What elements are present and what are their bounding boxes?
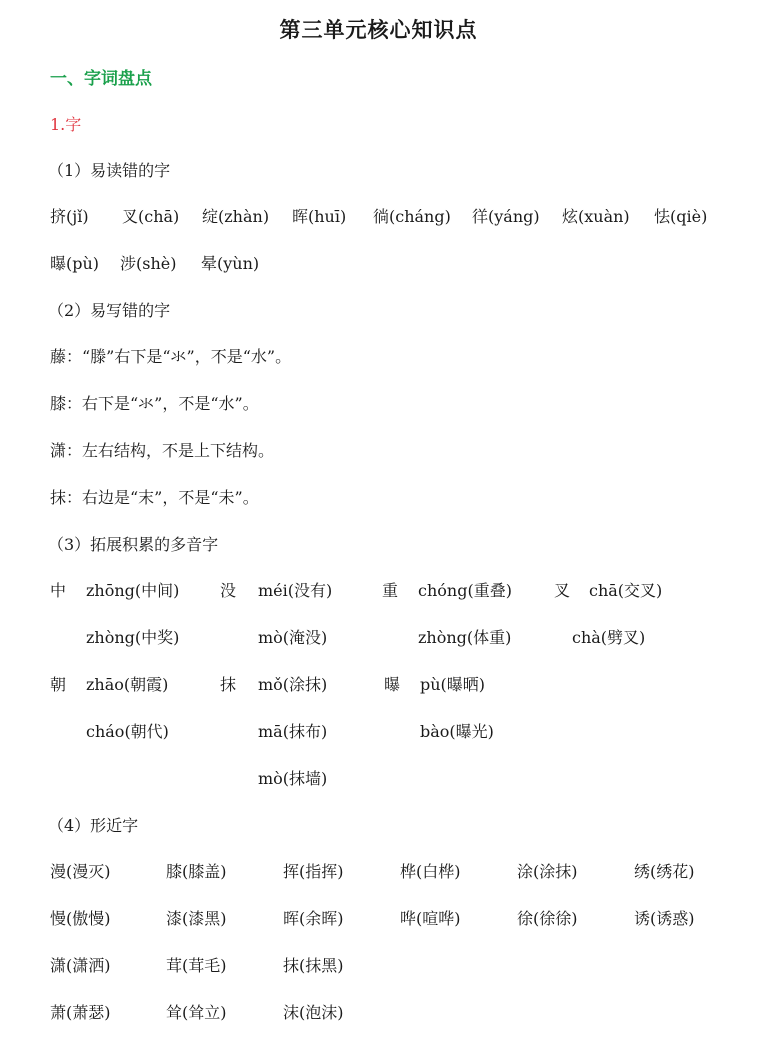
similar-char-item: 膝(膝盖) xyxy=(166,862,227,881)
polyphone-reading: chā(交叉) xyxy=(589,581,663,600)
list-item: 曝(pù) xyxy=(50,254,100,273)
similar-char-item: 涂(涂抹) xyxy=(517,862,578,881)
similar-char-item: 哗(喧哗) xyxy=(400,909,461,928)
similar-char-item: 沫(泡沫) xyxy=(283,1003,344,1022)
subheading-similar-chars: （4）形近字 xyxy=(48,816,139,835)
polyphone-reading: mǒ(涂抹) xyxy=(258,675,328,694)
similar-char-item: 挥(指挥) xyxy=(283,862,344,881)
polyphone-reading: chóng(重叠) xyxy=(418,581,512,600)
list-item: 绽(zhàn) xyxy=(202,207,270,226)
polyphone-char: 重 xyxy=(382,581,399,600)
similar-char-item: 慢(傲慢) xyxy=(50,909,111,928)
polyphone-reading: zhōng(中间) xyxy=(86,581,180,600)
list-item: 挤(jǐ) xyxy=(50,207,89,226)
similar-char-item: 萧(萧瑟) xyxy=(50,1003,111,1022)
subheading-misread: （1）易读错的字 xyxy=(48,161,171,180)
section-heading-vocabulary: 一、字词盘点 xyxy=(50,69,152,89)
polyphone-char: 没 xyxy=(220,581,237,600)
polyphone-reading: mò(淹没) xyxy=(258,628,328,647)
list-item: 怯(qiè) xyxy=(654,207,708,226)
polyphone-reading: zhòng(中奖) xyxy=(86,628,180,647)
page-title: 第三单元核心知识点 xyxy=(279,18,478,42)
polyphone-char: 朝 xyxy=(50,675,67,694)
subheading-miswritten: （2）易写错的字 xyxy=(48,301,171,320)
similar-char-item: 晖(余晖) xyxy=(283,909,344,928)
list-item: 炫(xuàn) xyxy=(562,207,630,226)
miswritten-line: 抹：右边是“末”，不是“未”。 xyxy=(50,488,259,507)
polyphone-reading: zhòng(体重) xyxy=(418,628,512,647)
similar-char-item: 耸(耸立) xyxy=(166,1003,227,1022)
polyphone-reading: pù(曝晒) xyxy=(420,675,486,694)
polyphone-char: 曝 xyxy=(384,675,401,694)
similar-char-item: 徐(徐徐) xyxy=(517,909,578,928)
polyphone-char: 抹 xyxy=(220,675,237,694)
polyphone-reading: chà(劈叉) xyxy=(572,628,646,647)
subheading-polyphones: （3）拓展积累的多音字 xyxy=(48,535,219,554)
polyphone-reading: cháo(朝代) xyxy=(86,722,169,741)
list-item: 徉(yáng) xyxy=(472,207,540,226)
polyphone-char: 叉 xyxy=(554,581,571,600)
miswritten-line: 潇：左右结构，不是上下结构。 xyxy=(50,441,275,460)
list-item: 叉(chā) xyxy=(122,207,180,226)
similar-char-item: 漆(漆黑) xyxy=(166,909,227,928)
miswritten-line: 藤：“滕”右下是“氺”，不是“水”。 xyxy=(50,347,292,366)
list-item: 涉(shè) xyxy=(120,254,177,273)
similar-char-item: 绣(绣花) xyxy=(634,862,695,881)
similar-char-item: 抹(抹黑) xyxy=(283,956,344,975)
part-heading-characters: 1.字 xyxy=(50,115,82,134)
polyphone-char: 中 xyxy=(50,581,67,600)
list-item: 晕(yùn) xyxy=(201,254,260,273)
similar-char-item: 茸(茸毛) xyxy=(166,956,227,975)
list-item: 晖(huī) xyxy=(292,207,347,226)
similar-char-item: 诱(诱惑) xyxy=(634,909,695,928)
miswritten-line: 膝：右下是“氺”，不是“水”。 xyxy=(50,394,259,413)
list-item: 徜(cháng) xyxy=(373,207,451,226)
polyphone-reading: méi(没有) xyxy=(258,581,333,600)
similar-char-item: 潇(潇洒) xyxy=(50,956,111,975)
polyphone-reading: mò(抹墙) xyxy=(258,769,328,788)
similar-char-item: 漫(漫灭) xyxy=(50,862,111,881)
polyphone-reading: zhāo(朝霞) xyxy=(86,675,169,694)
polyphone-reading: mā(抹布) xyxy=(258,722,328,741)
similar-char-item: 桦(白桦) xyxy=(400,862,461,881)
polyphone-reading: bào(曝光) xyxy=(420,722,494,741)
